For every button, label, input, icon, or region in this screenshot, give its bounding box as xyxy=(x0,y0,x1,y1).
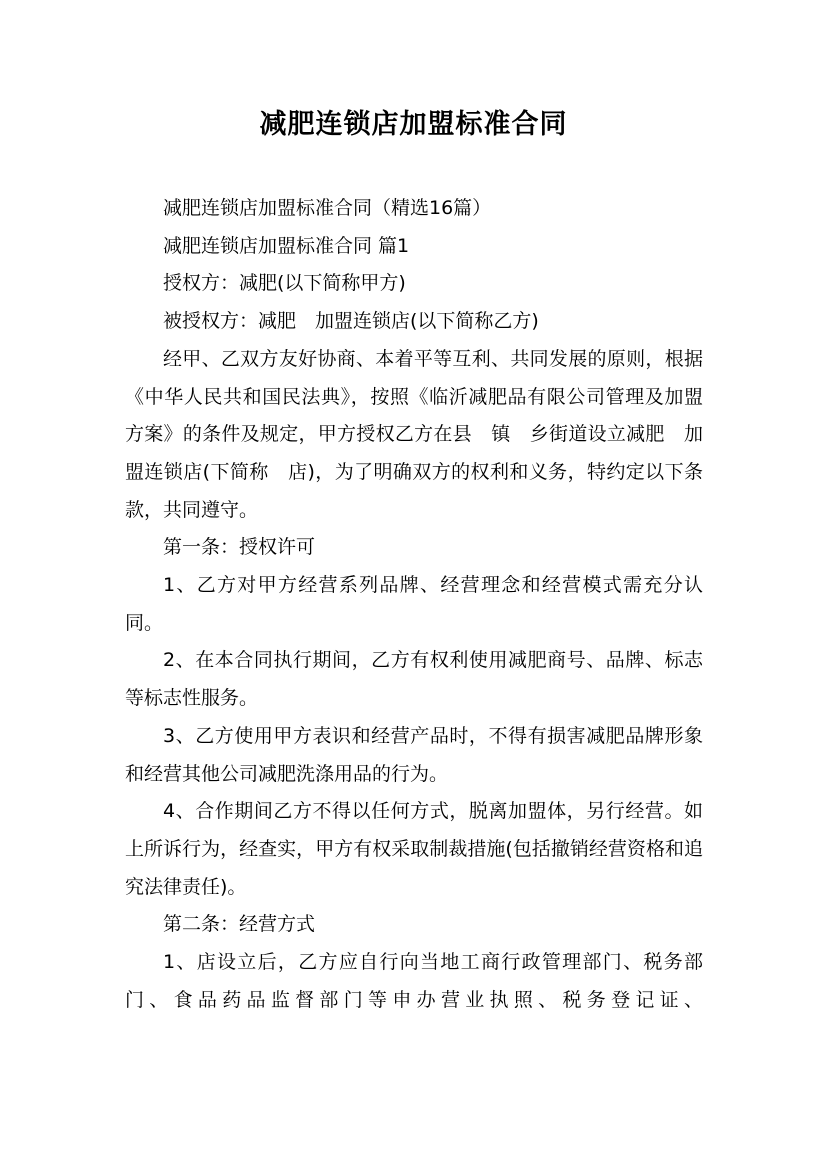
paragraph-clause-2-1: 1、店设立后，乙方应自行向当地工商行政管理部门、税务部门、食品药品监督部门等申办营业执照、税务登记证、 xyxy=(125,951,703,1011)
paragraph-article-2-heading: 第二条：经营方式 xyxy=(163,913,316,936)
paragraph-subtitle: 减肥连锁店加盟标准合同（精选16篇） xyxy=(163,197,492,219)
paragraph-clause-1-2: 2、在本合同执行期间，乙方有权利使用减肥商号、品牌、标志等标志性服务。 xyxy=(125,649,703,710)
paragraph-article-1-heading: 第一条：授权许可 xyxy=(163,536,316,559)
paragraph-section-heading: 减肥连锁店加盟标准合同 篇1 xyxy=(163,234,410,257)
paragraph-preamble: 经甲、乙双方友好协商、本着平等互利、共同发展的原则，根据《中华人民共和国民法典》，按照《临沂减肥品有限公司管理及加盟方案》的条件及规定，甲方授权乙方在县 镇 乡街道设立减肥 加盟连锁店(下简称 店)，为了明确双方的权利和义务，特约定以下条款，共同遵守。 xyxy=(125,347,703,521)
paragraph-clause-1-1: 1、乙方对甲方经营系列品牌、经营理念和经营模式需充分认同。 xyxy=(125,574,703,634)
paragraph-grantor: 授权方：减肥(以下简称甲方) xyxy=(163,272,406,295)
paragraph-grantee: 被授权方：减肥 加盟连锁店(以下简称乙方) xyxy=(163,310,539,333)
paragraph-clause-1-3: 3、乙方使用甲方表识和经营产品时，不得有损害减肥品牌形象和经营其他公司减肥洗涤用品的行为。 xyxy=(125,724,703,785)
paragraph-clause-1-4: 4、合作期间乙方不得以任何方式，脱离加盟体，另行经营。如上所诉行为，经查实，甲方有权采取制裁措施(包括撤销经营资格和追究法律责任)。 xyxy=(125,800,703,898)
document-title: 减肥连锁店加盟标准合同 xyxy=(259,109,568,140)
document-body xyxy=(125,190,703,1019)
